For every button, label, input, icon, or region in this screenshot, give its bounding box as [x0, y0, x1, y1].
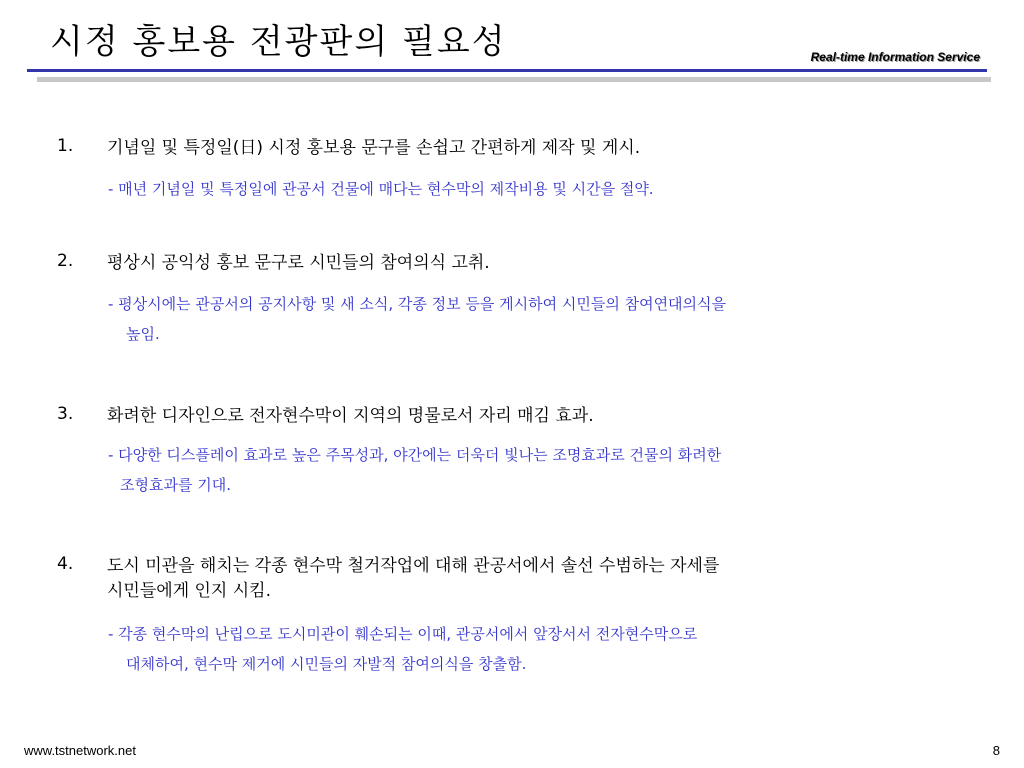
item-sub-line: 조형효과를 기대. [120, 476, 231, 494]
title-divider [27, 69, 987, 72]
footer-url[interactable]: www.tstnetwork.net [24, 743, 136, 758]
item-main-line: 화려한 디자인으로 전자현수막이 지역의 명물로서 자리 매김 효과. [107, 406, 594, 426]
item-main-line: 평상시 공익성 홍보 문구로 시민들의 참여의식 고취. [107, 253, 490, 273]
item-sub-line: - 각종 현수막의 난립으로 도시미관이 훼손되는 이때, 관공서에서 앞장서서 전자현수막으로 [108, 625, 698, 643]
item-main-text [107, 251, 967, 276]
item-sub-text [108, 440, 968, 500]
item-sub-line: 대체하여, 현수막 제거에 시민들의 자발적 참여의식을 창출함. [126, 655, 527, 673]
item-sub-line: 높임. [126, 325, 160, 343]
item-number: 3. [57, 404, 74, 424]
slide-title: 시정 홍보용 전광판의 필요성 [50, 22, 507, 62]
item-main-text [107, 404, 967, 429]
item-number: 2. [57, 251, 74, 271]
item-main-text [107, 554, 967, 604]
page-number: 8 [992, 743, 1000, 758]
item-sub-text [108, 619, 968, 679]
item-main-line: 도시 미관을 해치는 각종 현수막 철거작업에 대해 관공서에서 솔선 수범하는 자세를 [107, 556, 720, 576]
item-sub-line: - 다양한 디스플레이 효과로 높은 주목성과, 야간에는 더욱더 빛나는 조명효과로 건물의 화려한 [108, 446, 722, 464]
item-number: 1. [57, 136, 74, 156]
item-main-line: 시민들에게 인지 시킴. [107, 581, 272, 601]
item-sub-line: - 매년 기념일 및 특정일에 관공서 건물에 매다는 현수막의 제작비용 및 시간을 절약. [108, 180, 654, 198]
title-shadow-bar [37, 77, 991, 82]
item-sub-text [108, 174, 968, 204]
item-main-text [107, 136, 967, 161]
item-sub-line: - 평상시에는 관공서의 공지사항 및 새 소식, 각종 정보 등을 게시하여 시민들의 참여연대의식을 [108, 295, 727, 313]
item-main-line: 기념일 및 특정일(日) 시정 홍보용 문구를 손쉽고 간편하게 제작 및 게시. [107, 138, 641, 158]
tagline: Real-time Information Service [810, 50, 980, 64]
item-number: 4. [57, 554, 74, 574]
item-sub-text [108, 289, 968, 349]
